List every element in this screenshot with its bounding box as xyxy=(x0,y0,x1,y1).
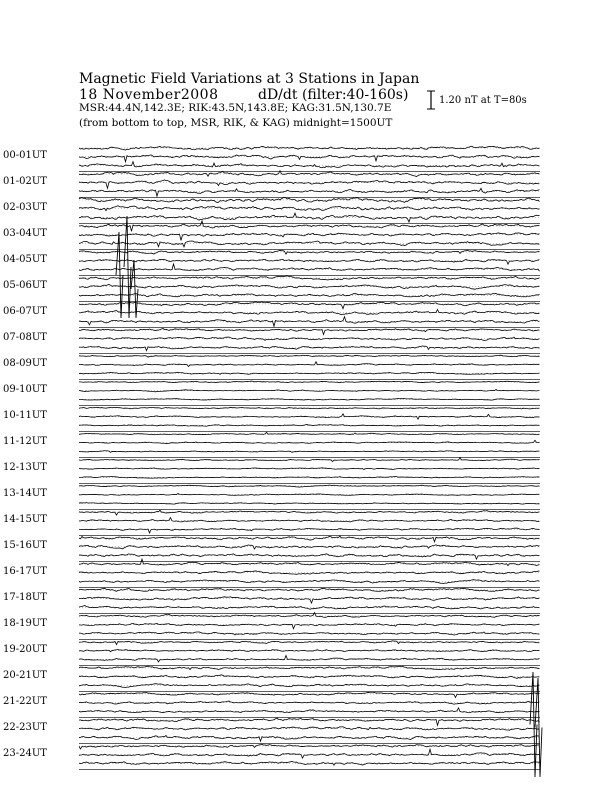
hour-label: 19-20UT xyxy=(3,644,47,655)
hour-row xyxy=(3,381,540,405)
trace-msr xyxy=(79,399,540,401)
spike-05ut xyxy=(131,260,138,318)
hour-label: 13-14UT xyxy=(3,488,47,499)
chart-title: Magnetic Field Variations at 3 Stations in Japan xyxy=(79,71,420,87)
hour-label: 12-13UT xyxy=(3,462,47,473)
hour-label: 01-02UT xyxy=(3,176,47,187)
hour-label: 04-05UT xyxy=(3,254,47,265)
trace-rik xyxy=(79,206,540,211)
trace-msr xyxy=(79,241,540,247)
hour-label: 05-06UT xyxy=(3,280,47,291)
hour-label: 00-01UT xyxy=(3,150,47,161)
station-coordinates: MSR:44.4N,142.3E; RIK:43.5N,143.8E; KAG:31.5N,130.7E xyxy=(79,102,392,114)
trace-msr xyxy=(79,554,540,559)
hour-label: 08-09UT xyxy=(3,358,47,369)
trace-msr xyxy=(79,735,540,741)
trace-rik xyxy=(79,597,540,603)
hour-row xyxy=(3,588,540,613)
hour-label: 21-22UT xyxy=(3,696,47,707)
scale-label: 1.20 nT at T=80s xyxy=(439,95,527,106)
trace-kag xyxy=(79,559,540,566)
hour-label: 03-04UT xyxy=(3,228,47,239)
hour-label: 22-23UT xyxy=(3,722,47,733)
trace-msr xyxy=(79,162,540,168)
trace-kag xyxy=(79,432,540,434)
trace-kag xyxy=(79,221,540,231)
hour-label: 02-03UT xyxy=(3,202,47,213)
trace-rik xyxy=(79,493,540,495)
hour-row xyxy=(3,221,540,249)
trace-msr xyxy=(79,451,540,453)
trace-msr xyxy=(79,503,540,505)
trace-rik xyxy=(79,749,540,758)
trace-kag xyxy=(79,485,540,487)
hour-label: 06-07UT xyxy=(3,306,47,317)
hour-row xyxy=(3,197,540,223)
trace-kag xyxy=(79,458,540,462)
trace-msr xyxy=(79,213,540,222)
hour-row xyxy=(3,613,540,640)
chart-component-filter: dD/dt (filter:40-160s) xyxy=(258,87,409,103)
trace-msr xyxy=(79,606,540,610)
hour-label: 10-11UT xyxy=(3,410,47,421)
hour-row xyxy=(3,171,540,198)
trace-rik xyxy=(79,571,540,574)
trace-rik xyxy=(79,180,540,188)
trace-rik xyxy=(79,259,540,264)
trace-rik xyxy=(79,727,540,730)
hour-label: 14-15UT xyxy=(3,514,47,525)
hour-label: 17-18UT xyxy=(3,592,47,603)
trace-rik xyxy=(79,310,540,315)
hour-label: 23-24UT xyxy=(3,748,47,759)
hour-label: 07-08UT xyxy=(3,332,47,343)
trace-kag xyxy=(79,197,540,202)
hour-row xyxy=(3,510,540,535)
trace-kag xyxy=(79,744,540,749)
trace-msr xyxy=(79,346,540,351)
hour-row xyxy=(3,407,540,431)
hour-row xyxy=(3,718,540,743)
hour-row xyxy=(3,559,540,587)
trace-rik xyxy=(79,337,540,340)
trace-msr xyxy=(79,424,540,426)
trace-kag xyxy=(79,641,540,645)
trace-kag xyxy=(79,328,540,334)
trace-kag xyxy=(79,536,540,542)
trace-msr xyxy=(79,708,540,713)
hour-row xyxy=(3,458,540,484)
station-order-note: (from bottom to top, MSR, RIK, & KAG) midnight=1500UT xyxy=(79,117,393,129)
trace-msr xyxy=(79,528,540,533)
trace-rik xyxy=(79,233,540,241)
hour-row xyxy=(3,485,540,509)
spike-21ut xyxy=(530,672,537,777)
hour-label: 11-12UT xyxy=(3,436,47,447)
trace-kag xyxy=(79,276,540,280)
trace-rik xyxy=(79,675,540,679)
hour-row xyxy=(3,302,540,328)
trace-rik xyxy=(79,649,540,651)
trace-kag xyxy=(79,381,540,382)
trace-kag xyxy=(79,510,540,515)
hour-row xyxy=(3,536,540,561)
hour-row xyxy=(3,744,540,769)
hour-row xyxy=(3,641,540,666)
trace-kag xyxy=(79,718,540,725)
trace-rik xyxy=(79,518,540,522)
trace-msr xyxy=(79,264,540,271)
hour-label: 15-16UT xyxy=(3,540,47,551)
hour-row xyxy=(3,692,540,717)
trace-msr xyxy=(79,655,540,661)
hour-row xyxy=(3,250,540,275)
hour-row xyxy=(3,146,540,171)
hour-row xyxy=(3,328,540,353)
hour-row xyxy=(3,355,540,379)
hour-row xyxy=(3,276,540,301)
trace-rik xyxy=(79,362,540,367)
trace-msr xyxy=(79,188,540,196)
hour-label: 20-21UT xyxy=(3,670,47,681)
trace-rik xyxy=(79,440,540,443)
spike-04ut xyxy=(116,232,123,318)
trace-rik xyxy=(79,623,540,628)
hour-label: 16-17UT xyxy=(3,566,47,577)
trace-kag xyxy=(79,407,540,409)
hour-row xyxy=(3,432,540,457)
hour-label: 09-10UT xyxy=(3,384,47,395)
chart-date: 18 November2008 xyxy=(79,87,219,103)
trace-kag xyxy=(79,692,540,697)
trace-kag xyxy=(79,302,540,309)
hour-row xyxy=(3,666,540,691)
trace-rik xyxy=(79,468,540,470)
hour-label: 18-19UT xyxy=(3,618,47,629)
trace-rik xyxy=(79,155,540,162)
trace-msr xyxy=(79,317,540,327)
trace-rik xyxy=(79,284,540,289)
